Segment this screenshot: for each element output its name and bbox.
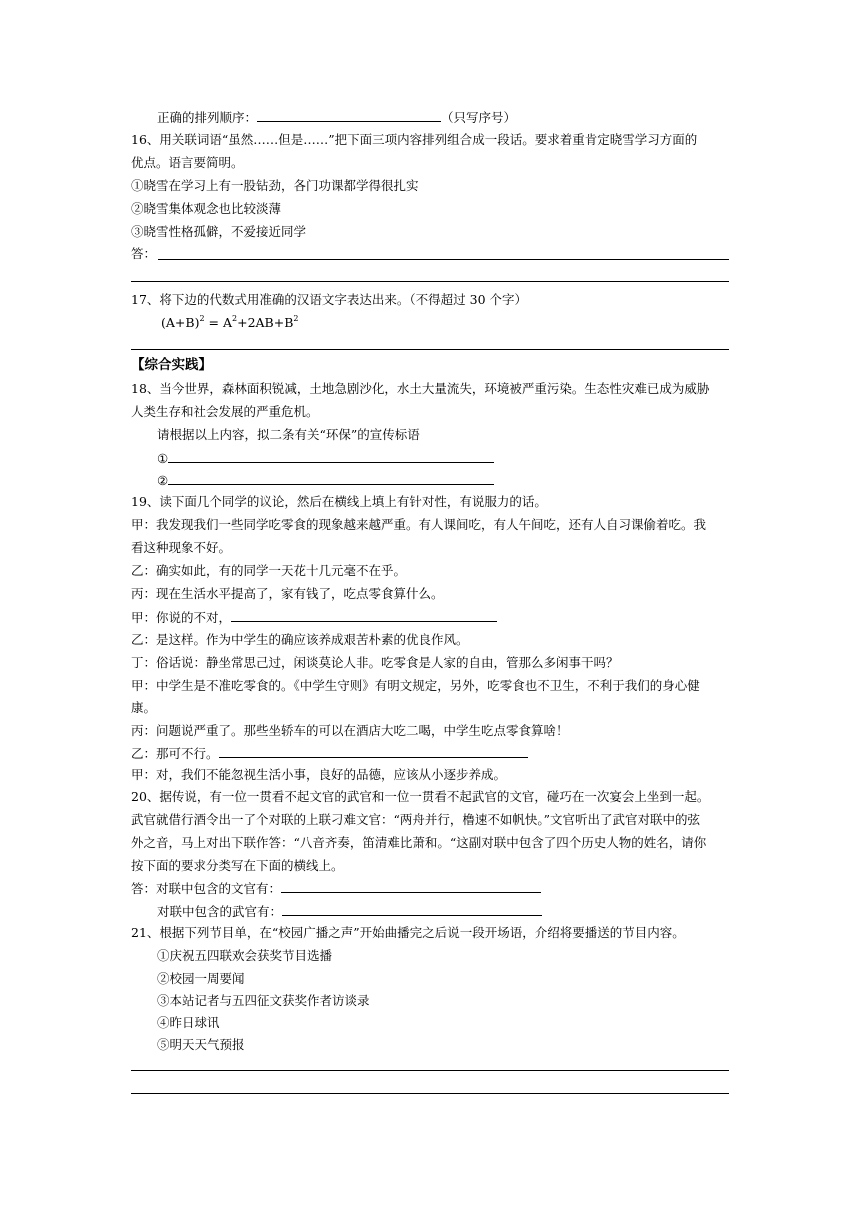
q16-answer-label: 答： — [131, 246, 157, 261]
q19-d7a: 甲：中学生是不准吃零食的。《中学生守则》有明文规定，另外，吃零食也不卫生，不利于我们的身心健 — [131, 678, 700, 693]
q21-item-3: ③本站记者与五四征文获奖作者访谈录 — [157, 993, 370, 1008]
q19-d1b: 看这种现象不好。 — [131, 540, 232, 555]
order-blank[interactable] — [257, 109, 441, 122]
q19-d2: 乙：确实如此，有的同学一天花十几元毫不在乎。 — [131, 563, 407, 578]
q19-d8: 丙：问题说严重了。那些坐轿车的可以在酒店大吃二喝，中学生吃点零食算啥！ — [131, 723, 569, 738]
q19-d3: 丙：现在生活水平提高了，家有钱了，吃点零食算什么。 — [131, 586, 444, 601]
order-label: 正确的排列顺序： （只写序号） — [157, 110, 517, 125]
q16-answer-line-2[interactable] — [131, 281, 729, 282]
q20-answer-civil: 答：对联中包含的文官有： — [131, 880, 541, 897]
q19-d4: 甲：你说的不对， — [131, 609, 497, 626]
q21-item-4: ④昨日球讯 — [157, 1015, 220, 1030]
q19-d9: 乙：那可不行。 — [131, 745, 528, 762]
q18-line3: 请根据以上内容，拟二条有关“环保”的宣传标语 — [157, 427, 420, 442]
q21-answer-line-1[interactable] — [131, 1070, 729, 1071]
q18-slogan-1-blank[interactable] — [168, 450, 494, 463]
q20-line2: 武官就借行酒令出一了个对联的上联刁难文官：“两舟并行，橹速不如帆快。”文官听出了武官对联中的弦 — [131, 812, 701, 827]
q19-d5: 乙：是这样。作为中学生的确应该养成艰苦朴素的优良作风。 — [131, 632, 469, 647]
q19-d10: 甲：对，我们不能忽视生活小事，良好的品德，应该从小逐步养成。 — [131, 767, 507, 782]
q16-answer-line-1[interactable] — [158, 259, 729, 260]
q19-d7b: 康。 — [131, 700, 157, 715]
q21-item-1: ①庆祝五四联欢会获奖节目选播 — [157, 948, 333, 963]
q18-slogan-1: ① — [157, 450, 494, 467]
q20-civil-blank[interactable] — [281, 880, 541, 893]
q19-d9-blank[interactable] — [219, 745, 528, 758]
q21-item-5: ⑤明天天气预报 — [157, 1037, 245, 1052]
q20-line1: 20、据传说，有一位一贯看不起文官的武官和一位一贯看不起武官的文官，碰巧在一次宴会上坐到一起。 — [131, 789, 710, 804]
q18-slogan-2-blank[interactable] — [168, 472, 494, 485]
q21-item-2: ②校园一周要闻 — [157, 971, 245, 986]
q18-line2: 人类生存和社会发展的严重危机。 — [131, 404, 319, 419]
q16-item-3: ③晓雪性格孤僻，不爱接近同学 — [131, 224, 307, 239]
q18-slogan-2: ② — [157, 472, 494, 489]
q19-d6: 丁：俗话说：静坐常思己过，闲谈莫论人非。吃零食是人家的自由，管那么多闲事干吗？ — [131, 655, 619, 670]
q17-formula: $(A+B)^2 = A^2+2AB+B^2$ — [161, 313, 299, 330]
q20-line4: 按下面的要求分类写在下面的横线上。 — [131, 858, 344, 873]
q16-item-2: ②晓雪集体观念也比较淡薄 — [131, 201, 282, 216]
q19-d1a: 甲：我发现我们一些同学吃零食的现象越来越严重。有人课间吃，有人午间吃，还有人自习课偷着吃。我 — [131, 517, 707, 532]
q16-item-1: ①晓雪在学习上有一股钻劲，各门功课都学得很扎实 — [131, 178, 419, 193]
q20-line3: 外之音，马上对出下联作答：“八音齐奏，笛清难比萧和。“这副对联中包含了四个历史人物的姓名，请你 — [131, 835, 707, 850]
q17-answer-line[interactable] — [131, 349, 729, 350]
q18-line1: 18、当今世界，森林面积锐减，土地急剧沙化，水土大量流失，环境被严重污染。生态性灾难已成为威胁 — [131, 381, 710, 396]
q21-line1: 21、根据下列节目单，在“校园广播之声”开始曲播完之后说一段开场语，介绍将要播送的节目内容。 — [131, 925, 685, 940]
q19-line1: 19、读下面几个同学的议论，然后在横线上填上有针对性，有说服力的话。 — [131, 494, 547, 509]
q20-military-blank[interactable] — [282, 903, 542, 916]
q16-line1: 16、用关联词语“虽然……但是……”把下面三项内容排列组合成一段话。要求着重肯定晓雪学习方面的 — [131, 132, 698, 147]
q17-line1: 17、将下边的代数式用准确的汉语文字表达出来。（不得超过 30 个字） — [131, 292, 528, 307]
q16-line2: 优点。语言要简明。 — [131, 155, 244, 170]
q19-d4-blank[interactable] — [231, 609, 497, 622]
section-title: 【综合实践】 — [131, 357, 212, 373]
q20-answer-military: 对联中包含的武官有： — [157, 903, 542, 920]
q21-answer-line-2[interactable] — [131, 1093, 729, 1094]
